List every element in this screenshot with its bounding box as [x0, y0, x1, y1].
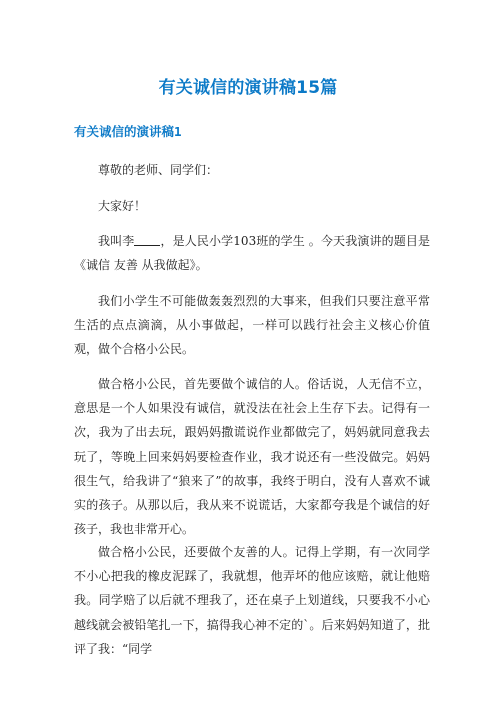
document-title: 有关诚信的演讲稿15篇: [158, 78, 338, 98]
intro-paragraph: [74, 229, 430, 277]
greeting-paragraph: 尊敬的老师、同学们：: [98, 163, 219, 177]
body-paragraph-1: 我们小学生不可能做轰轰烈烈的大事来，但我们只要注意平常生活的点点滴滴，从小事做起，一样可以践行社会主义核心价值观，做个合格小公民。: [74, 294, 430, 357]
intro-text-start: 我叫李: [98, 234, 135, 248]
body-paragraph-2: 做合格小公民，首先要做个诚信的人。俗话说，人无信不立，意思是一个人如果没有诚信，就没法在社会上生存下去。记得有一次，我为了出去玩，跟妈妈撒谎说作业都做完了，妈妈就同意我去玩了，等晚上回来妈妈要检查作业，我才说还有一些没做完。妈妈很生气，给我讲了“狼来了”的故事，我终于明白，没有人喜欢不诚实的孩子。从那以后，我从来不说谎话，大家都夸我是个诚信的好孩子，我也非常开心。: [74, 377, 430, 537]
name-blank: [134, 233, 160, 246]
body-paragraph-3: 做合格小公民，还要做个友善的人。记得上学期，有一次同学不小心把我的橡皮泥踩了，我就想，他弄坏的他应该赔，就让他赔我。同学赔了以后就不理我了，还在桌子上划道线，只要我不小心越线就会被铅笔扎一下，搞得我心神不定的`。后来妈妈知道了，批评了我：“同学: [74, 545, 430, 656]
section-heading: 有关诚信的演讲稿1: [74, 124, 182, 139]
hello-paragraph: 大家好！: [98, 199, 147, 213]
intro-text-end: ，是人民小学103班的学生 。今天我演讲的题目是《诚信 友善 从我做起》。: [74, 234, 430, 273]
